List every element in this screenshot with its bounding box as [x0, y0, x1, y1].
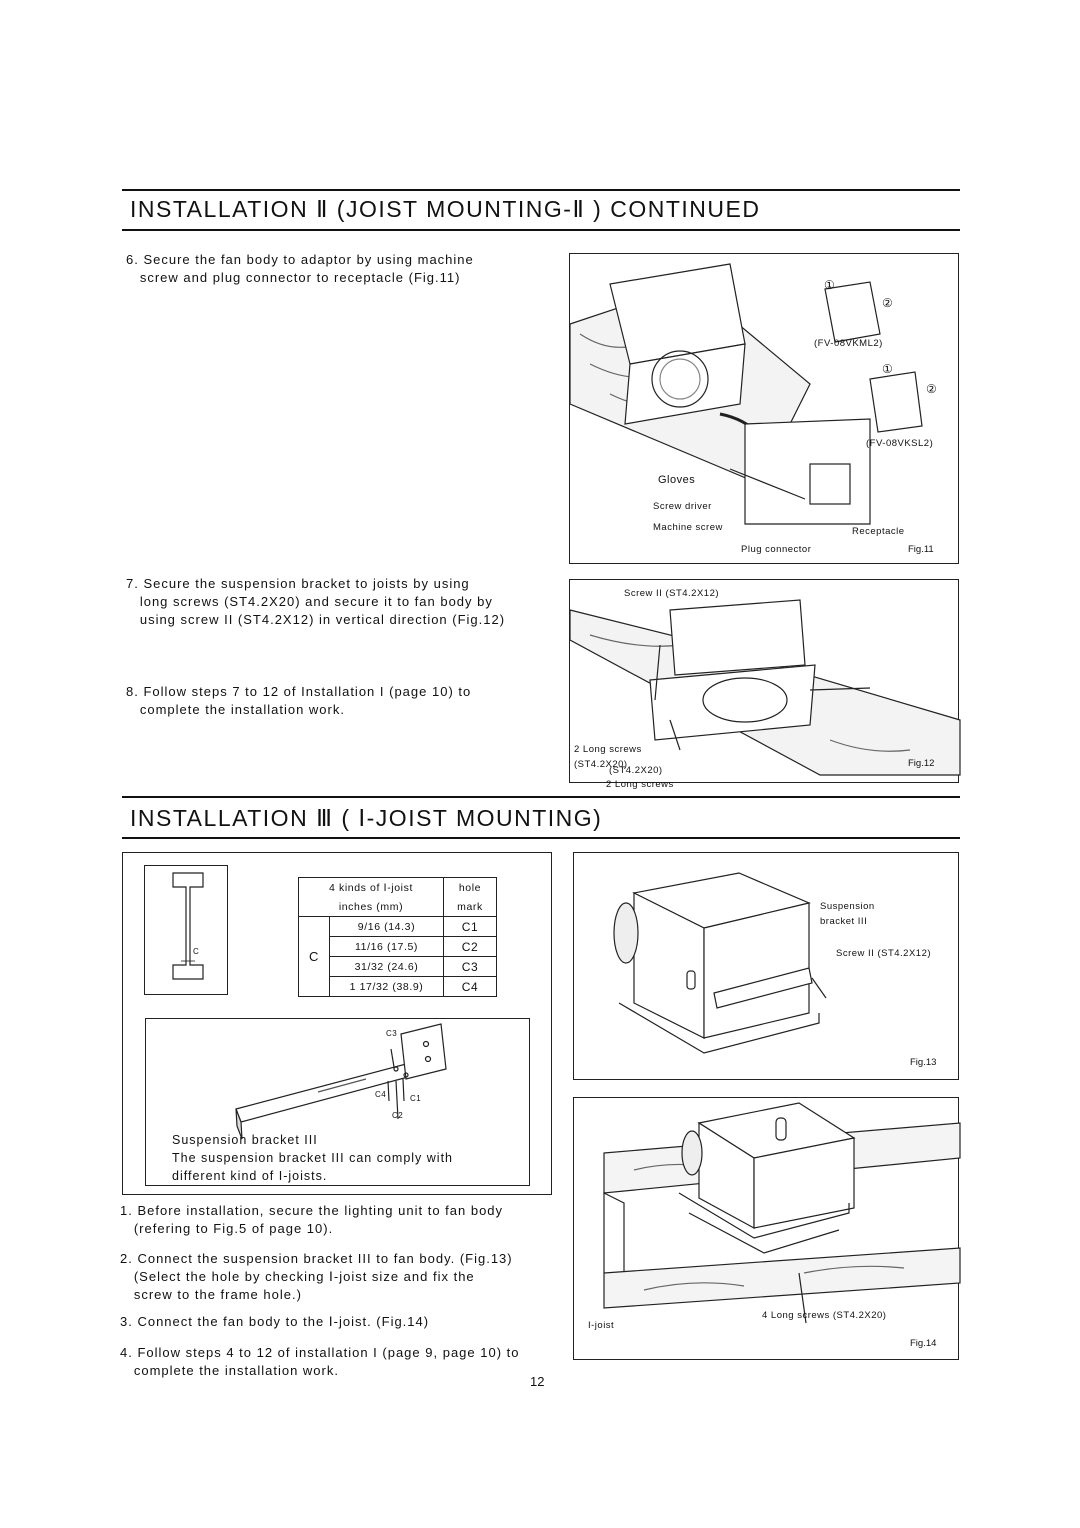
label-receptacle: Receptacle — [852, 526, 905, 537]
heading-underline — [122, 229, 960, 231]
step-7: 7. Secure the suspension bracket to joists by using long screws (ST4.2X20) and secure it to fan body by using screw II (ST4.2X12) in vertical direction (Fig.12) — [126, 576, 506, 627]
table-cell-mark: C4 — [444, 977, 497, 997]
circled-1-bottom: ① — [882, 362, 894, 376]
table-cell-size: 9/16 (14.3) — [330, 917, 444, 937]
table-group-c: C — [299, 917, 330, 997]
section-heading-joist-mounting-2: INSTALLATION Ⅱ (JOIST MOUNTING-Ⅱ ) CONTINUED — [130, 196, 761, 222]
figure-12 — [569, 579, 959, 790]
label-long-screws-1: 2 Long screws — [574, 744, 642, 755]
bracket-title: Suspension bracket III — [172, 1133, 318, 1147]
section-underline — [122, 837, 960, 839]
joist-size-table — [298, 877, 497, 997]
hole-c1-label: C1 — [410, 1094, 422, 1103]
bracket-note-line-1: The suspension bracket III can comply with — [172, 1151, 454, 1165]
label-long-screws-1-size: (ST4.2X20) — [574, 759, 628, 770]
label-suspension: Suspension — [820, 901, 875, 912]
label-screw-driver: Screw driver — [653, 501, 712, 512]
table-cell-mark: C2 — [444, 937, 497, 957]
circled-1-top: ① — [824, 278, 836, 292]
table-header-inches: inches (mm) — [299, 897, 444, 917]
table-header-mark: mark — [444, 897, 497, 917]
figure-11 — [569, 253, 959, 564]
top-rule — [122, 189, 960, 191]
fan-body-bracket-illustration — [574, 853, 960, 1081]
fan-adaptor-illustration — [570, 254, 960, 565]
hole-c4-label: C4 — [375, 1090, 387, 1099]
figure-13 — [573, 852, 959, 1080]
circled-2-bottom: ② — [926, 382, 938, 396]
section-rule — [122, 796, 960, 798]
label-screw-ii-fig13: Screw II (ST4.2X12) — [836, 948, 932, 959]
step-8: 8. Follow steps 7 to 12 of Installation I (page 10) to complete the installation work. — [126, 684, 472, 717]
table-cell-mark: C1 — [444, 917, 497, 937]
profile-c-label: C — [193, 947, 200, 956]
fan-on-i-joist-illustration — [574, 1098, 960, 1361]
suspension-bracket-box — [145, 1018, 530, 1186]
label-i-joist: I-joist — [588, 1320, 615, 1331]
table-cell-size: 1 17/32 (38.9) — [330, 977, 444, 997]
model-fv08vkml2: (FV-08VKML2) — [814, 338, 883, 349]
fig-13-caption: Fig.13 — [910, 1057, 937, 1068]
table-header-hole: hole — [444, 878, 497, 898]
fig-11-caption: Fig.11 — [908, 544, 934, 555]
label-long-screws-2: 2 Long screws — [606, 779, 674, 790]
joist-info-panel — [122, 852, 552, 1195]
circled-2-top: ② — [882, 296, 894, 310]
label-plug-connector: Plug connector — [741, 544, 812, 555]
hole-c2-label: C2 — [392, 1111, 404, 1120]
table-header-kinds: 4 kinds of Ⅰ-joist — [299, 878, 444, 898]
label-long-screws-2-size: (ST4.2X20) — [609, 765, 663, 776]
step-b-2: 2. Connect the suspension bracket III to fan body. (Fig.13) (Select the hole by checking Ⅰ-joist size and fix the screw to the frame hole.) — [120, 1251, 513, 1302]
label-screw-ii: Screw II (ST4.2X12) — [624, 588, 720, 599]
label-bracket-iii: bracket III — [820, 916, 868, 927]
model-fv08vksl2: (FV-08VKSL2) — [866, 438, 934, 449]
step-b-1: 1. Before installation, secure the lighting unit to fan body (refering to Fig.5 of page 10). — [120, 1203, 504, 1236]
step-b-3: 3. Connect the fan body to the Ⅰ-joist. (Fig.14) — [120, 1314, 430, 1329]
hole-c3-label: C3 — [386, 1029, 398, 1038]
fig-12-caption: Fig.12 — [908, 758, 935, 769]
fig-14-caption: Fig.14 — [910, 1338, 937, 1349]
bracket-note-line-2: different kind of I-joists. — [172, 1169, 328, 1183]
figure-14 — [573, 1097, 959, 1360]
step-b-4: 4. Follow steps 4 to 12 of installation I (page 9, page 10) to complete the installation work. — [120, 1345, 520, 1378]
table-cell-mark: C3 — [444, 957, 497, 977]
label-gloves: Gloves — [658, 474, 696, 486]
label-machine-screw: Machine screw — [653, 522, 723, 533]
section-heading-i-joist-mounting: INSTALLATION Ⅲ ( Ⅰ-JOIST MOUNTING) — [130, 805, 603, 831]
page-number: 12 — [530, 1374, 545, 1389]
table-cell-size: 31/32 (24.6) — [330, 957, 444, 977]
label-4-long-screws: 4 Long screws (ST4.2X20) — [762, 1310, 887, 1321]
table-row — [299, 917, 497, 937]
step-6: 6. Secure the fan body to adaptor by using machine screw and plug connector to receptacle (Fig.11) — [126, 252, 474, 285]
table-cell-size: 11/16 (17.5) — [330, 937, 444, 957]
